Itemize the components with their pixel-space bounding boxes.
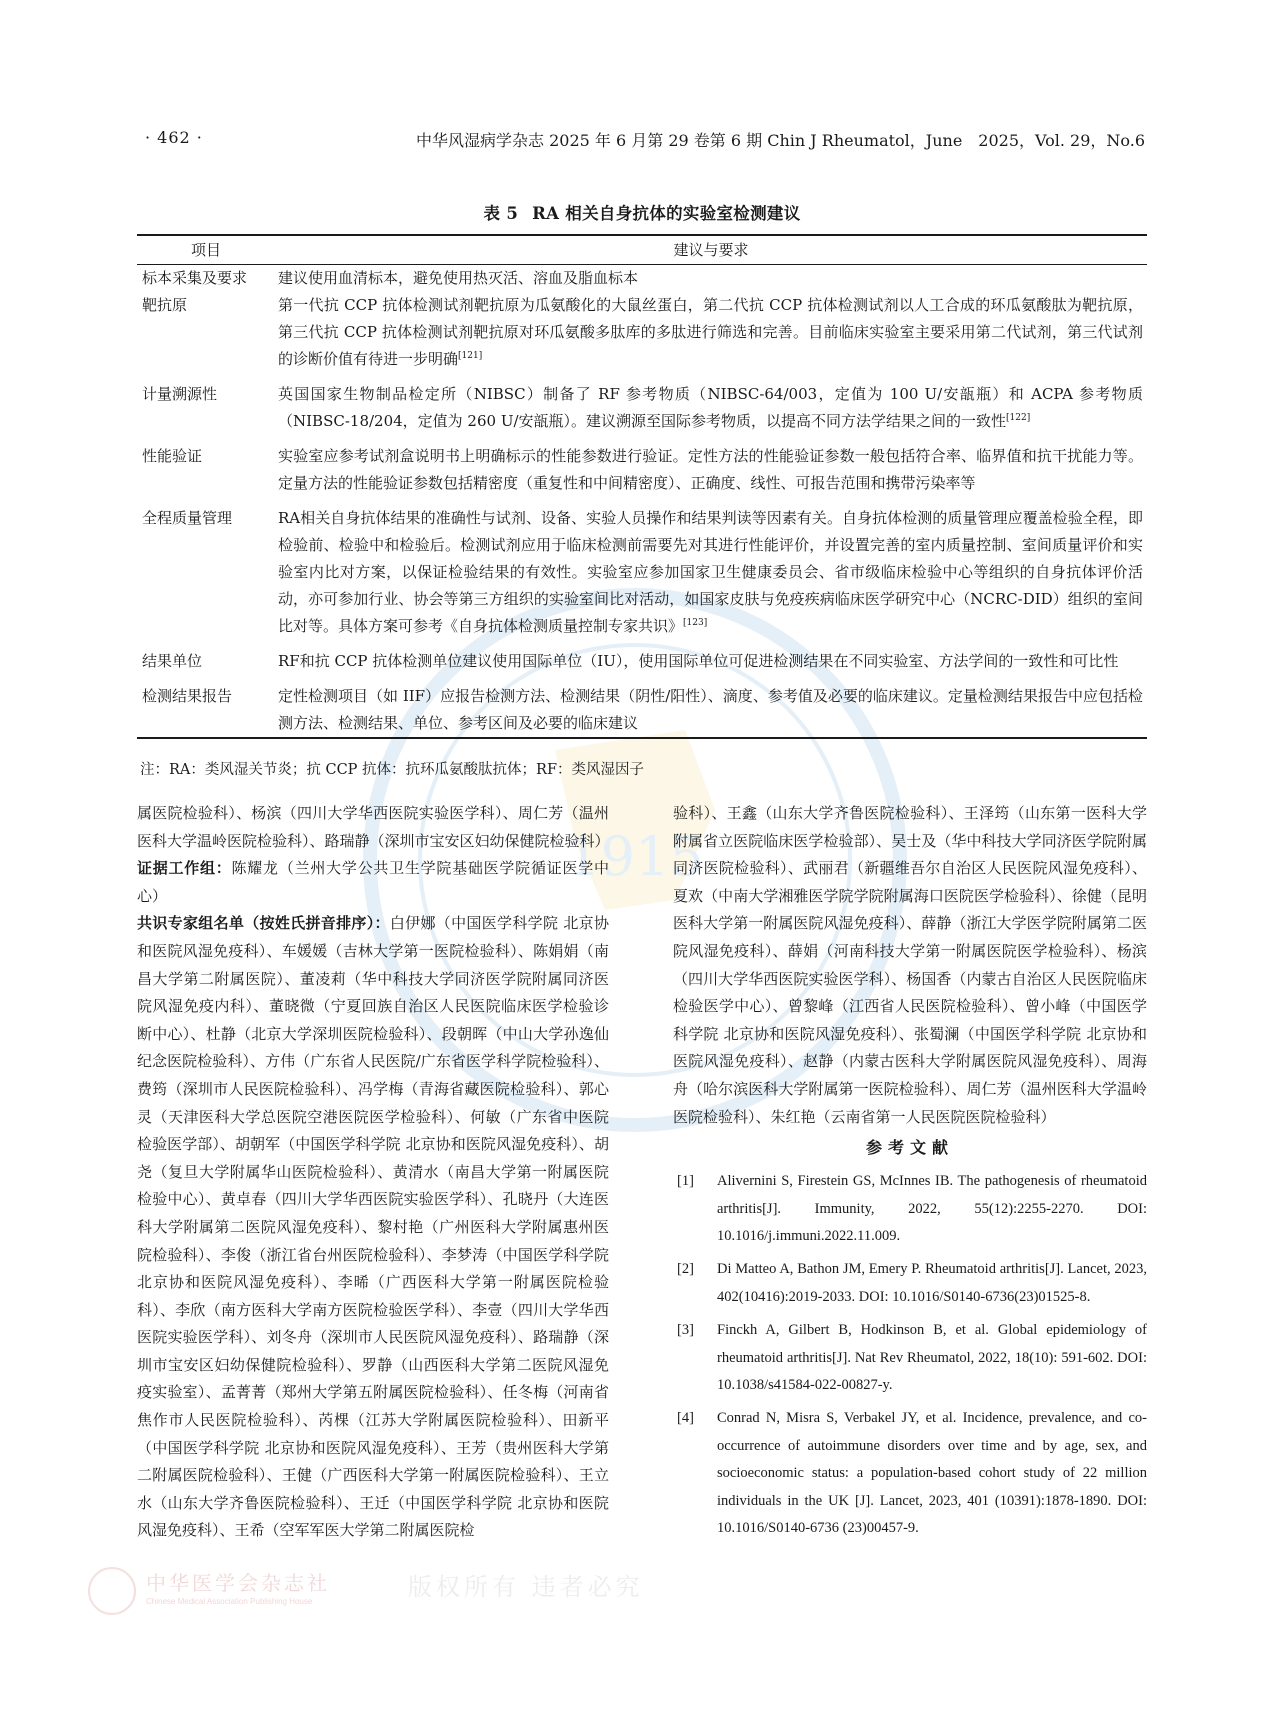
row-item: 靶抗原 (142, 296, 188, 314)
reference-item (673, 1317, 1147, 1399)
reference-number: [3] (677, 1322, 694, 1339)
reference-number: [2] (677, 1261, 694, 1278)
left-column (137, 800, 609, 1545)
reference-text: Di Matteo A, Bathon JM, Emery P. Rheumatoid arthritis[J]. Lancet, 2023, 402(10416):2019-2033. DOI: 10.1016/S0140-6736(23)01525-8. (717, 1261, 1147, 1305)
row-item: 标本采集及要求 (142, 269, 248, 287)
table-title: RA 相关自身抗体的实验室检测建议 (532, 204, 801, 223)
expert-list-text: 白伊娜（中国医学科学院 北京协和医院风湿免疫科）、车媛媛（吉林大学第一医院检验科）、陈娟娟（南昌大学第二附属医院）、董凌莉（华中科技大学同济医学院附属同济医院风湿免疫内科）、董晓微（宁夏回族自治区人民医院临床医学检验诊断中心）、杜静（北京大学深圳医院检验科）、段朝晖（中山大学孙逸仙纪念医院检验科）、方伟（广东省人民医院/广东省医学科学院检验科）、费筠（深圳市人民医院检验科）、冯学梅（青海省藏医院检验科）、郭心灵（天津医科大学总医院空港医院医学检验科）、何敏（广东省中医院检验医学部）、胡朝军（中国医学科学院 北京协和医院风湿免疫科）、胡尧（复旦大学附属华山医院检验科）、黄清水（南昌大学第一附属医院检验中心）、黄卓春（四川大学华西医院实验医学科）、孔晓丹（大连医科大学附属第二医院风湿免疫科）、黎村艳（广州医科大学附属惠州医院检验科）、李俊（浙江省台州医院检验科）、李梦涛（中国医学科学院 北京协和医院风湿免疫科）、李晞（广西医科大学第一附属医院检验科）、李欣（南方医科大学南方医院检验医学科）、李壹（四川大学华西医院实验医学科）、刘冬舟（深圳市人民医院风湿免疫科）、路瑞静（深圳市宝安区妇幼保健院检验科）、罗静（山西医科大学第二医院风湿免疫实验室）、孟菁菁（郑州大学第五附属医院检验科）、任冬梅（河南省焦作市人民医院检验科）、芮棵（江苏大学附属医院检验科）、田新平（中国医学科学院 北京协和医院风湿免疫科）、王芳（贵州医科大学第二附属医院检验科）、王健（广西医科大学第一附属医院检验科）、王立水（山东大学齐鲁医院检验科）、王迁（中国医学科学院 北京协和医院风湿免疫科）、王希（空军军医大学第二附属医院检 (137, 914, 609, 1540)
row-text: 定性检测项目（如 IIF）应报告检测方法、检测结果（阴性/阳性）、滴度、参考值及必要的临床建议。定量检测结果报告中应包括检测方法、检测结果、单位、参考区间及必要的临床建议 (278, 687, 1143, 732)
header-requirement: 建议与要求 (673, 241, 749, 259)
row-text: RF和抗 CCP 抗体检测单位建议使用国际单位（IU），使用国际单位可促进检测结果在不同实验室、方法学间的一致性和可比性 (278, 652, 1119, 670)
table-header-row (137, 236, 1147, 265)
publisher-footer (88, 1565, 644, 1625)
expert-list-label: 共识专家组名单（按姓氏拼音排序）： (137, 914, 390, 933)
affiliation-continued: 属医院检验科）、杨滨（四川大学华西医院实验医学科）、周仁芳（温州医科大学温岭医院检验科）、路瑞静（深圳市宝安区妇幼保健院检验科） (137, 804, 610, 850)
row-item: 结果单位 (142, 652, 203, 670)
publisher-logo-icon (88, 1567, 136, 1615)
table-row (137, 265, 1147, 292)
table-row (137, 292, 1147, 373)
seal-year: 1915 (566, 825, 704, 888)
publisher-name-en: Chinese Medical Association Publishing House (146, 1597, 313, 1606)
reference-item (673, 1256, 1147, 1311)
evidence-group (137, 855, 609, 910)
table-footnote: 注：RA：类风湿关节炎；抗 CCP 抗体：抗环瓜氨酸肽抗体；RF：类风湿因子 (140, 762, 645, 778)
citation: [122] (1006, 413, 1031, 423)
table-caption (137, 200, 1147, 224)
row-item: 计量溯源性 (142, 385, 218, 403)
row-text: RA相关自身抗体结果的准确性与试剂、设备、实验人员操作和结果判读等因素有关。自身抗体检测的质量管理应覆盖检验全程，即检验前、检验中和检验后。检测试剂应用于临床检测前需要先对其进行性能评价，并设置完善的室内质量控制、室间质量评价和实验室内比对方案，以保证检验结果的有效性。实验室应参加国家卫生健康委员会、省市级临床检验中心等组织的自身抗体评价活动，亦可参加行业、协会等第三方组织的实验室间比对活动，如国家皮肤与免疫疾病临床医学研究中心（NCRC-DID）组织的室间比对等。具体方案可参考《自身抗体检测质量控制专家共识》[123] (278, 509, 1143, 635)
row-text: 英国国家生物制品检定所（NIBSC）制备了 RF 参考物质（NIBSC-64/003，定值为 100 U/安瓿瓶）和 ACPA 参考物质（NIBSC-18/204，定值为 260 U/安瓿瓶）。建议溯源至国际参考物质，以提高不同方法学结果之间的一致性[122] (278, 385, 1143, 430)
table-row (137, 683, 1147, 737)
recommendation-table (137, 234, 1147, 739)
page-header (145, 128, 1145, 158)
citation: [123] (683, 618, 708, 628)
reference-text: Finckh A, Gilbert B, Hodkinson B, et al. Global epidemiology of rheumatoid arthritis[J]. Nat Rev Rheumatol, 2022, 18(10): 591-602. DOI: 10.1038/s41584-022-00827-y. (717, 1322, 1147, 1393)
evidence-text: 陈耀龙（兰州大学公共卫生学院基础医学院循证医学中心） (137, 859, 609, 905)
table-row (137, 443, 1147, 497)
reference-text: Alivernini S, Firestein GS, McInnes IB. The pathogenesis of rheumatoid arthritis[J]. Immunity, 2022, 55(12):2255-2270. DOI: 10.1016/j.immuni.2022.11.009. (717, 1173, 1147, 1244)
references-heading: 参考文献 (865, 1138, 954, 1158)
row-text: 实验室应参考试剂盒说明书上明确标示的性能参数进行验证。定性方法的性能验证参数一般包括符合率、临界值和抗干扰能力等。定量方法的性能验证参数包括精密度（重复性和中间精密度）、正确度、线性、可报告范围和携带污染率等 (278, 447, 1143, 492)
row-item: 检测结果报告 (142, 687, 233, 705)
reference-item (673, 1168, 1147, 1250)
publisher-name: 中华医学会杂志社 (146, 1571, 330, 1595)
row-text: 第一代抗 CCP 抗体检测试剂靶抗原为瓜氨酸化的大鼠丝蛋白，第二代抗 CCP 抗体检测试剂以人工合成的环瓜氨酸肽为靶抗原，第三代抗 CCP 抗体检测试剂靶抗原对环瓜氨酸多肽库的多肽进行筛选和完善。目前临床实验室主要采用第二代试剂，第三代试剂的诊断价值有待进一步明确[121] (278, 296, 1143, 368)
expert-list-continued: 验科）、王鑫（山东大学齐鲁医院检验科）、王泽筠（山东第一医科大学附属省立医院临床医学检验部）、吴士及（华中科技大学同济医学院附属同济医院检验科）、武丽君（新疆维吾尔自治区人民医院风湿免疫科）、夏欢（中南大学湘雅医学院学院附属海口医院医学检验科）、徐健（昆明医科大学第一附属医院风湿免疫科）、薛静（浙江大学医学院附属第二医院风湿免疫科）、薛娟（河南科技大学第一附属医院医学检验科）、杨滨（四川大学华西医院实验医学科）、杨国香（内蒙古自治区人民医院临床检验医学中心）、曾黎峰（江西省人民医院检验科）、曾小峰（中国医学科学院 北京协和医院风湿免疫科）、张蜀澜（中国医学科学院 北京协和医院风湿免疫科）、赵静（内蒙古医科大学附属医院风湿免疫科）、周海舟（哈尔滨医科大学附属第一医院检验科）、周仁芳（温州医科大学温岭医院检验科）、朱红艳（云南省第一人民医院医院检验科） (673, 804, 1147, 1126)
journal-citation: 中华风湿病学杂志 2025 年 6 月第 29 卷第 6 期 Chin J Rheumatol，June 2025，Vol. 29，No.6 (416, 131, 1145, 150)
reference-item (673, 1405, 1147, 1542)
reference-text: Conrad N, Misra S, Verbakel JY, et al. Incidence, prevalence, and co-occurrence of autoimmune disorders over time and by age, sex, and socioeconomic status: a population-based cohort study of 22 million individuals in the UK [J]. Lancet, 2023, 401 (10391):1878-1890. DOI: 10.1016/S0140-6736 (23)00457-9. (717, 1410, 1147, 1536)
reference-number: [4] (677, 1410, 694, 1427)
row-item: 全程质量管理 (142, 509, 233, 527)
reference-number: [1] (677, 1173, 694, 1190)
row-item: 性能验证 (142, 447, 203, 465)
header-item: 项目 (190, 241, 221, 259)
expert-list (137, 910, 609, 1545)
table-number: 表 5 (483, 204, 519, 223)
page-number: · 462 · (145, 128, 203, 147)
citation: [121] (458, 351, 483, 361)
row-text: 建议使用血清标本，避免使用热灭活、溶血及脂血标本 (278, 269, 639, 287)
table-row (137, 648, 1147, 675)
copyright-slogan: 版权所有 违者必究 (408, 1573, 644, 1601)
table-row (137, 381, 1147, 435)
evidence-label: 证据工作组： (137, 859, 232, 878)
right-column (673, 800, 1147, 1542)
table-row (137, 505, 1147, 640)
